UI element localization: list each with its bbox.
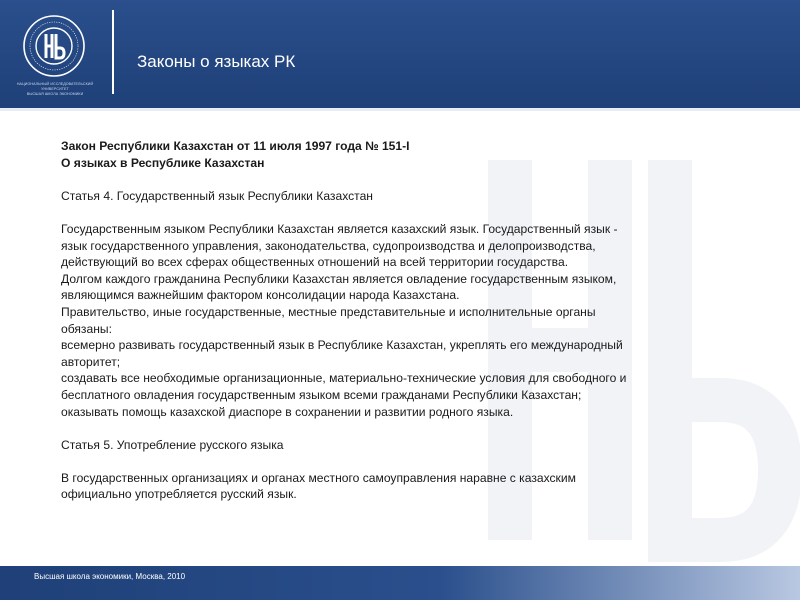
logo-caption-line2: ВЫСШАЯ ШКОЛА ЭКОНОМИКИ	[26, 92, 84, 96]
article4-line: оказывать помощь казахской диаспоре в сохранении и развитии родного языка.	[61, 404, 514, 419]
header-underline	[0, 108, 800, 111]
hse-logo-icon	[22, 14, 86, 78]
article4-line: действующий во всех сферах общественных отношений на всей территории государства.	[61, 255, 569, 270]
article4-line: Правительство, иные государственные, местные представительные и исполнительные органы	[61, 304, 596, 319]
article4-line: язык государственного управления, законодательства, судопроизводства и делопроизводства,	[61, 238, 596, 253]
footer-text: Высшая школа экономики, Москва, 2010	[34, 572, 186, 581]
header-bar	[0, 0, 800, 108]
slide-content	[61, 138, 741, 503]
law-title-line2: О языках в Республике Казахстан	[61, 155, 265, 170]
article4-line: авторитет;	[61, 354, 121, 369]
slide-title: Законы о языках РК	[137, 52, 296, 71]
article4-line: Долгом каждого гражданина Республики Казахстан является овладение государственным языком,	[61, 271, 617, 286]
logo-caption	[14, 82, 96, 97]
article5-line: официально употребляется русский язык.	[61, 487, 297, 502]
article4-line: являющимся важнейшим фактором консолидации народа Казахстана.	[61, 288, 460, 303]
logo-caption-line1: НАЦИОНАЛЬНЫЙ ИССЛЕДОВАТЕЛЬСКИЙ УНИВЕРСИТЕТ	[16, 82, 94, 91]
article5-line: В государственных организациях и органах местного самоуправления наравне с казахским	[61, 470, 576, 485]
article4-heading: Статья 4. Государственный язык Республики Казахстан	[61, 188, 373, 203]
article5-heading: Статья 5. Употребление русского языка	[61, 437, 284, 452]
header-divider	[112, 10, 114, 94]
article4-line: создавать все необходимые организационные, материально-технические условия для свободного и	[61, 371, 627, 386]
article4-line: всемерно развивать государственный язык в Республике Казахстан, укреплять его международный	[61, 338, 623, 353]
article4-line: обязаны:	[61, 321, 112, 336]
law-title-line1: Закон Республики Казахстан от 11 июля 1997 года № 151-I	[61, 139, 410, 153]
article4-line: бесплатного овладения государственным языком всеми гражданами Республики Казахстан;	[61, 387, 582, 402]
article4-line: Государственным языком Республики Казахстан является казахский язык. Государственный язык -	[61, 221, 618, 236]
